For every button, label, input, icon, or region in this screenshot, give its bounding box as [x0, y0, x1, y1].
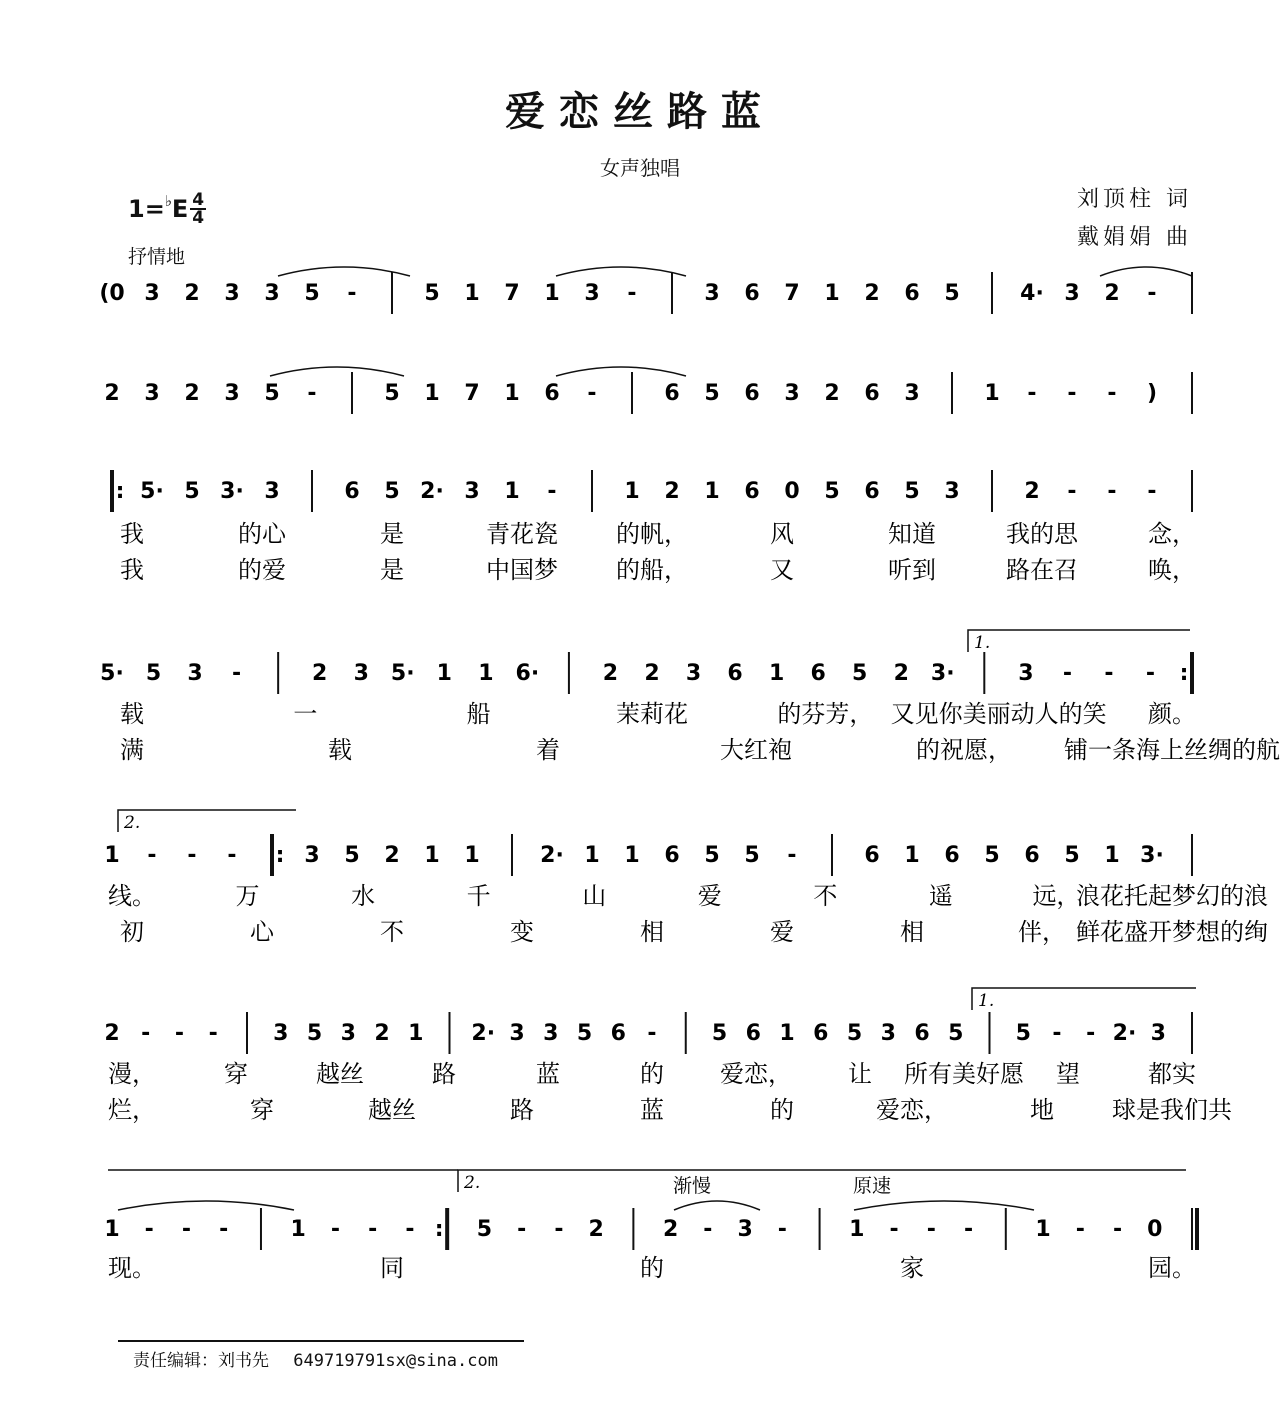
- note: 1: [779, 1021, 795, 1046]
- volta-label: 1.: [978, 991, 995, 1011]
- note: 5: [852, 661, 868, 686]
- lyric: 的芬芳，: [777, 700, 874, 728]
- note: 3: [1064, 281, 1080, 306]
- lyric: 满: [120, 736, 144, 764]
- note: 5·: [100, 661, 124, 686]
- note: 2: [662, 1217, 679, 1242]
- volta-bracket: [118, 810, 296, 832]
- note: 5: [476, 1217, 493, 1242]
- note: 2: [312, 661, 328, 686]
- lyric: 中国梦: [486, 556, 558, 584]
- lyric: 远，: [1032, 882, 1081, 910]
- note: 3: [144, 281, 160, 306]
- note: 5: [984, 843, 1000, 868]
- note: 2: [644, 661, 660, 686]
- note: -: [1104, 661, 1114, 686]
- lyric: 伴，: [1018, 918, 1066, 946]
- note: 2·: [471, 1021, 496, 1046]
- note: -: [1052, 1021, 1062, 1046]
- note: -: [1075, 1217, 1085, 1242]
- note: -: [227, 843, 237, 868]
- note: 2: [184, 381, 200, 406]
- lyric: 念，: [1148, 520, 1196, 548]
- lyric: 我: [120, 520, 144, 548]
- lyric: 山: [582, 882, 607, 910]
- lyric: 风: [770, 520, 794, 548]
- note: 3: [1150, 1021, 1166, 1046]
- note: -: [232, 661, 242, 686]
- note: 1: [504, 381, 520, 406]
- note: 6: [727, 661, 743, 686]
- note: 2: [602, 661, 619, 686]
- note: -: [181, 1217, 192, 1242]
- note: 2: [824, 381, 840, 406]
- note: 1: [504, 479, 520, 504]
- volta-label: 2.: [124, 813, 141, 833]
- note: 3: [304, 843, 320, 868]
- lyric: 家: [900, 1254, 924, 1282]
- slur: [278, 267, 410, 276]
- subtitle: 女声独唱: [600, 156, 680, 180]
- lyric: 爱恋，: [720, 1060, 792, 1088]
- lyric: 知道: [888, 520, 936, 548]
- repeat-dots: :: [434, 1217, 444, 1242]
- note: 6: [744, 281, 760, 306]
- lyric: 是: [380, 520, 404, 548]
- lyric: 听到: [888, 556, 936, 584]
- song-title: 爱恋丝路蓝: [505, 88, 775, 135]
- note: -: [1107, 381, 1117, 406]
- note: -: [144, 1217, 154, 1242]
- note: 3·: [1140, 843, 1164, 868]
- note: 2: [104, 381, 120, 406]
- note: -: [1086, 1021, 1096, 1046]
- lyric: 爱: [697, 882, 722, 910]
- note: 3: [224, 281, 240, 306]
- note: 1: [849, 1217, 865, 1242]
- note: 1: [424, 381, 440, 406]
- note: 7: [504, 281, 520, 306]
- lyric: 茉莉花: [616, 700, 688, 728]
- note: 1: [768, 661, 785, 686]
- note: -: [926, 1217, 936, 1242]
- composer-credit: 戴娟娟 曲: [1077, 225, 1192, 250]
- lyric: 线。: [108, 882, 156, 910]
- lyric: 路在召: [1006, 556, 1078, 584]
- note: 5: [1015, 1021, 1031, 1046]
- note: 2: [864, 281, 880, 306]
- slow-marking: 渐慢: [672, 1175, 712, 1197]
- note: 1: [624, 479, 640, 504]
- time-bottom: 4: [192, 208, 205, 228]
- note: 2: [104, 1021, 120, 1046]
- note: -: [147, 843, 157, 868]
- note: 7: [784, 281, 800, 306]
- note: 1: [464, 843, 480, 868]
- slur: [556, 267, 686, 276]
- note: 6: [904, 281, 920, 306]
- lyric: 的帆，: [616, 520, 688, 548]
- note: -: [787, 843, 797, 868]
- editor-email: 649719791sx@sina.com: [293, 1351, 498, 1371]
- lyric: 爱: [770, 918, 794, 946]
- note: 5: [576, 1021, 593, 1046]
- note: 3: [464, 479, 480, 504]
- lyric: 的: [640, 1254, 664, 1282]
- lyric: 不: [813, 882, 838, 910]
- lyric: 的祝愿，: [916, 736, 1012, 764]
- lyric: 望: [1056, 1060, 1080, 1088]
- lyric: 的船，: [616, 556, 688, 584]
- note: 1: [104, 1217, 120, 1242]
- note: 3: [944, 479, 960, 504]
- lyric: 的: [640, 1060, 664, 1088]
- lyric: 的: [770, 1096, 794, 1124]
- note: 6: [1024, 843, 1040, 868]
- note: 4·: [1020, 281, 1044, 306]
- note: -: [347, 281, 357, 306]
- slur: [270, 367, 404, 376]
- note: 6: [664, 381, 680, 406]
- volta-bracket: [458, 1170, 1186, 1192]
- volta-bracket: [972, 988, 1196, 1010]
- note: 3: [340, 1021, 356, 1046]
- note: 1: [624, 843, 640, 868]
- note: 1: [290, 1217, 306, 1242]
- lyricist-credit: 刘顶柱 词: [1077, 187, 1192, 212]
- lyric: 万: [235, 882, 260, 910]
- note: 5: [145, 661, 162, 686]
- lyric: 让: [848, 1060, 872, 1088]
- note: 1: [464, 281, 480, 306]
- note: 5: [846, 1021, 863, 1046]
- note: 3: [784, 381, 800, 406]
- lyric: 载: [120, 700, 144, 728]
- lyric: 我: [120, 556, 144, 584]
- note: 5: [904, 479, 920, 504]
- note: -: [219, 1217, 229, 1242]
- note: 5: [704, 381, 720, 406]
- editor-credit: 责任编辑：刘书先: [133, 1351, 269, 1371]
- note: 3: [904, 381, 920, 406]
- lyric: 相: [900, 918, 924, 946]
- note: 1: [1104, 843, 1120, 868]
- repeat-dots: :: [1179, 661, 1189, 686]
- note: -: [1147, 281, 1157, 306]
- note: -: [587, 381, 597, 406]
- note: 2: [184, 281, 200, 306]
- note: 0: [784, 479, 800, 504]
- lyric: 的爱: [238, 556, 286, 584]
- note: 2: [1104, 281, 1120, 306]
- lyric: 穿: [224, 1060, 248, 1088]
- note: 6: [864, 381, 880, 406]
- note: 5: [304, 281, 320, 306]
- lyric: 路: [510, 1096, 534, 1124]
- lyric: 青花瓷: [486, 520, 558, 548]
- note: 3: [273, 1021, 289, 1046]
- lyric: 唤，: [1148, 556, 1196, 584]
- lyric: 球是我们共: [1112, 1096, 1232, 1124]
- lyric: 爱恋，: [876, 1096, 948, 1124]
- note: 2·: [540, 843, 564, 868]
- note: 6: [344, 479, 360, 504]
- note: 6: [544, 381, 560, 406]
- note: ): [1146, 381, 1158, 406]
- note: 6: [744, 381, 760, 406]
- note: 1: [424, 843, 440, 868]
- lyric: 的心: [238, 520, 286, 548]
- note: 5: [384, 381, 400, 406]
- note: 3: [187, 661, 203, 686]
- note: -: [963, 1217, 974, 1242]
- note: 6: [810, 661, 826, 686]
- note: 3: [353, 661, 369, 686]
- note: -: [547, 479, 557, 504]
- lyric: 鲜花盛开梦想的绚: [1076, 918, 1268, 946]
- note: 5: [1064, 843, 1080, 868]
- lyric: 又见你美丽动人的笑: [890, 700, 1107, 728]
- note: 3: [224, 381, 240, 406]
- note: -: [1112, 1217, 1123, 1242]
- note: 5: [306, 1021, 323, 1046]
- lyric: 千: [466, 882, 491, 910]
- note: 2: [588, 1217, 604, 1242]
- note: 3: [264, 281, 280, 306]
- time-top: 4: [192, 190, 205, 210]
- note: 6: [744, 479, 760, 504]
- note: -: [627, 281, 637, 306]
- lyric: 烂，: [108, 1096, 156, 1124]
- note: 3: [704, 281, 720, 306]
- lyric: 现。: [108, 1254, 156, 1282]
- note: 1: [408, 1021, 424, 1046]
- slur: [118, 1201, 294, 1210]
- lyric: 漫，: [108, 1060, 156, 1088]
- note: 2: [384, 843, 400, 868]
- note: 5: [424, 281, 440, 306]
- lyric: 着: [536, 736, 560, 764]
- lyric: 浪花托起梦幻的浪: [1076, 882, 1268, 910]
- tempo-marking: 抒情地: [128, 246, 186, 268]
- note: -: [647, 1021, 657, 1046]
- note: -: [1067, 479, 1077, 504]
- note: 2: [374, 1021, 390, 1046]
- lyric: 心: [250, 918, 274, 946]
- note: 0: [1147, 1217, 1163, 1242]
- note: 6: [610, 1021, 626, 1046]
- note: 1: [704, 479, 720, 504]
- repeat-dots: :: [115, 479, 125, 504]
- note: -: [187, 843, 197, 868]
- note: 3: [880, 1021, 896, 1046]
- lyric: 颜。: [1148, 700, 1196, 728]
- repeat-dots: :: [275, 843, 285, 868]
- footer: [133, 1346, 498, 1371]
- note: 7: [464, 381, 480, 406]
- note: -: [517, 1217, 527, 1242]
- lyric: 越丝: [368, 1096, 416, 1124]
- note: -: [174, 1021, 185, 1046]
- note: 1: [584, 843, 600, 868]
- volta-label: 2.: [464, 1173, 481, 1193]
- note: 2: [1024, 479, 1040, 504]
- note: 3: [737, 1217, 753, 1242]
- key-tonic: E: [171, 195, 189, 223]
- note: 3: [509, 1021, 525, 1046]
- note: -: [777, 1217, 787, 1242]
- note: 5: [344, 843, 360, 868]
- note: 6: [944, 843, 960, 868]
- lyric: 一: [293, 700, 318, 728]
- lyric: 我的思: [1006, 520, 1078, 548]
- lyric: 同: [380, 1254, 404, 1282]
- lyric: 初: [120, 918, 144, 946]
- note: 1: [984, 381, 1000, 406]
- original-tempo-marking: 原速: [852, 1175, 892, 1197]
- note: 5: [944, 281, 960, 306]
- note: 1: [436, 661, 452, 686]
- slur: [1100, 267, 1192, 276]
- note: 5: [384, 479, 400, 504]
- note: 6: [664, 843, 680, 868]
- note: 5: [744, 843, 760, 868]
- note: 5: [824, 479, 840, 504]
- note: -: [1107, 479, 1117, 504]
- note: -: [208, 1021, 218, 1046]
- note: -: [889, 1217, 899, 1242]
- note: -: [1147, 479, 1157, 504]
- key-prefix: 1=: [128, 195, 165, 223]
- note: 6: [864, 843, 880, 868]
- lyric: 蓝: [640, 1096, 664, 1124]
- note: -: [1067, 381, 1077, 406]
- note: 2: [893, 661, 909, 686]
- note: 3: [144, 381, 160, 406]
- lyric: 都实: [1148, 1060, 1196, 1088]
- note: 3: [1018, 661, 1034, 686]
- note: 3: [264, 479, 280, 504]
- note: -: [703, 1217, 713, 1242]
- lyric: 越丝: [316, 1060, 364, 1088]
- note: 5: [184, 479, 200, 504]
- note: -: [330, 1217, 341, 1242]
- flat-sign: ♭: [164, 192, 172, 210]
- lyric: 载: [328, 736, 352, 764]
- note: 5: [264, 381, 280, 406]
- note: 3: [584, 281, 600, 306]
- note: 5: [704, 843, 720, 868]
- note: -: [554, 1217, 564, 1242]
- note: 6: [745, 1021, 761, 1046]
- note: -: [368, 1217, 378, 1242]
- note: 3: [685, 661, 702, 686]
- slur: [556, 367, 686, 376]
- note: -: [405, 1217, 415, 1242]
- note: 1: [544, 281, 560, 306]
- note: -: [141, 1021, 151, 1046]
- note: 6·: [515, 661, 540, 686]
- volta-bracket: [968, 630, 1190, 652]
- lyric: 相: [640, 918, 664, 946]
- note: -: [1062, 661, 1072, 686]
- note: 2·: [420, 479, 444, 504]
- lyric: 又: [770, 556, 794, 584]
- note: -: [1145, 661, 1156, 686]
- note: 1: [824, 281, 840, 306]
- note: -: [1027, 381, 1037, 406]
- note: 5: [711, 1021, 728, 1046]
- note: 1: [1035, 1217, 1051, 1242]
- lyric: 铺一条海上丝绸的航: [1064, 736, 1280, 764]
- lyric: 遥: [928, 882, 953, 910]
- lyric: 穿: [250, 1096, 274, 1124]
- note: 5: [948, 1021, 964, 1046]
- volta-label: 1.: [974, 633, 991, 653]
- lyric: 路: [432, 1060, 456, 1088]
- note: 6: [864, 479, 880, 504]
- note: 1: [904, 843, 920, 868]
- lyric: 大红袍: [720, 736, 792, 764]
- lyric: 是: [380, 556, 404, 584]
- slur: [674, 1201, 760, 1210]
- slur: [854, 1201, 1034, 1210]
- note: 3: [543, 1021, 559, 1046]
- note: 1: [478, 661, 494, 686]
- note: 6: [914, 1021, 930, 1046]
- lyric: 地: [1030, 1096, 1054, 1124]
- lyric: 水: [351, 882, 376, 910]
- lyric: 园。: [1148, 1254, 1196, 1282]
- note: 3·: [220, 479, 244, 504]
- note: 2: [664, 479, 680, 504]
- lyric: 变: [510, 918, 534, 946]
- lyric: 所有美好愿: [904, 1060, 1024, 1088]
- lyric: 船: [466, 700, 491, 728]
- note: 1: [104, 843, 120, 868]
- lyric: 蓝: [536, 1060, 560, 1088]
- lyric: 不: [380, 918, 404, 946]
- note: 6: [813, 1021, 829, 1046]
- note: 3·: [930, 661, 955, 686]
- note: -: [307, 381, 317, 406]
- note: 5·: [140, 479, 164, 504]
- note: 2·: [1112, 1021, 1137, 1046]
- note: (0: [99, 281, 125, 306]
- note: 5·: [390, 661, 415, 686]
- footer-divider: [118, 1340, 524, 1342]
